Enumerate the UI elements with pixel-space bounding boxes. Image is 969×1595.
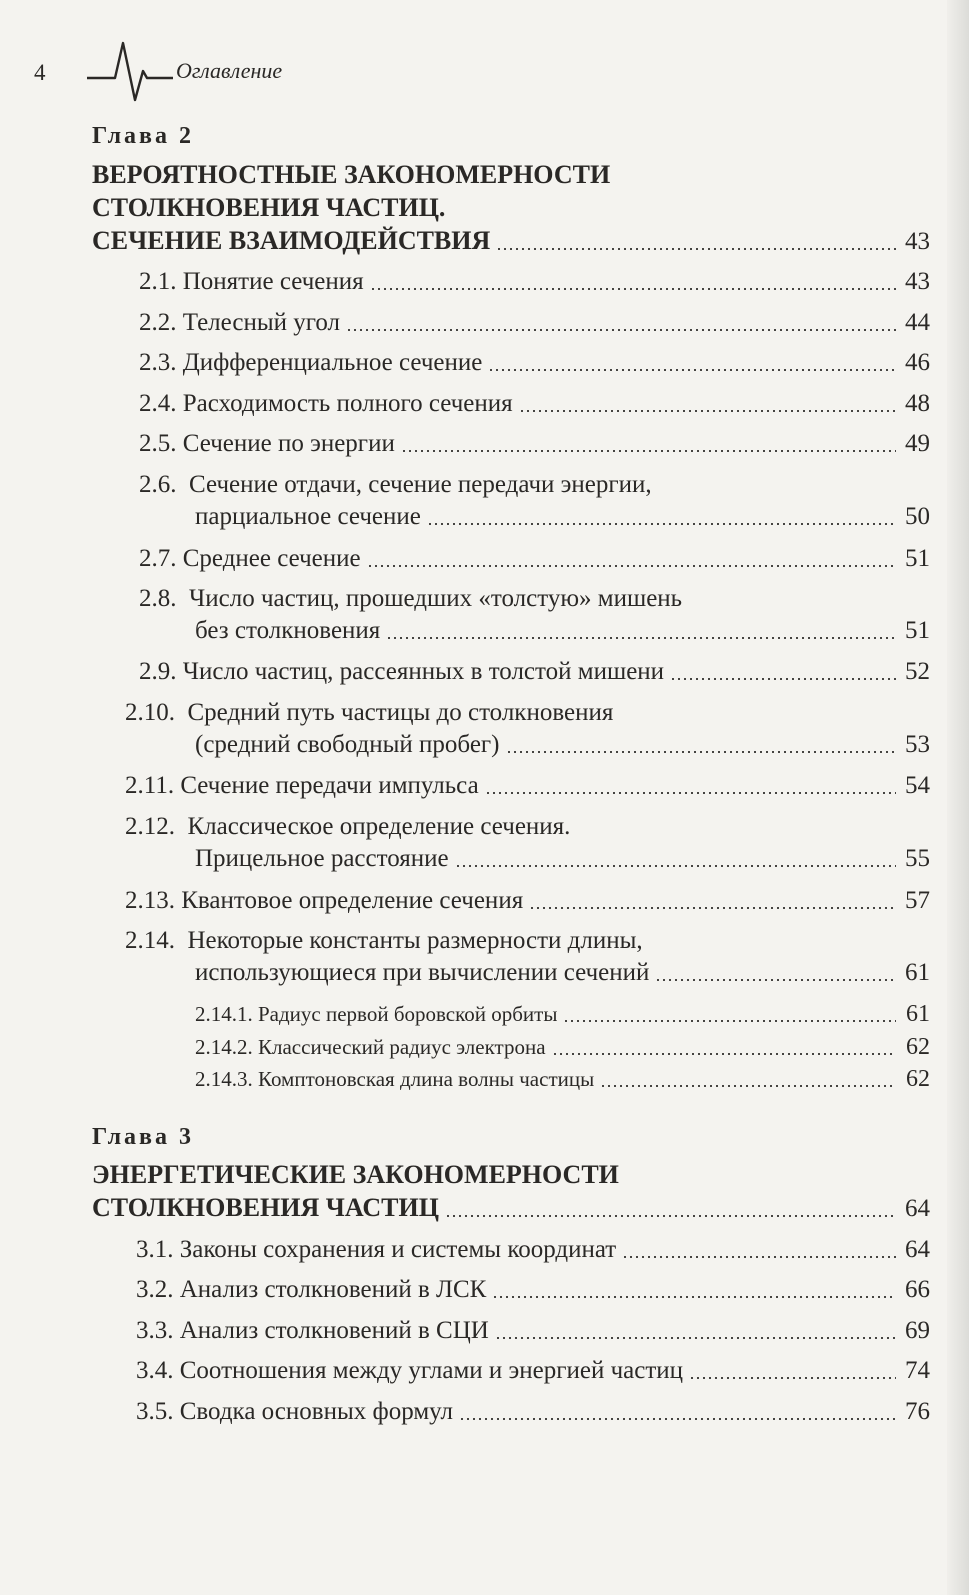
subsection-title: Радиус первой боровской орбиты <box>258 1002 558 1026</box>
page-number: 4 <box>34 60 46 85</box>
toc-entry-line2[interactable] <box>195 959 930 987</box>
page-ref: 53 <box>905 731 930 758</box>
chapter-2-title-line3: СЕЧЕНИЕ ВЗАИМОДЕЙСТВИЯ <box>92 226 491 255</box>
chapter-2-title-row[interactable] <box>92 226 930 256</box>
dot-leader <box>427 523 896 525</box>
page-ref: 64 <box>905 1195 930 1222</box>
section-number: 2.12. <box>125 813 175 840</box>
section-number: 2.1. <box>139 268 177 295</box>
section-title: Средний путь частицы до столкновения <box>187 699 614 726</box>
dot-leader <box>485 792 896 794</box>
section-title: Число частиц, прошедших «толстую» мишень <box>189 585 683 612</box>
section-title: Сечение по энергии <box>182 430 395 457</box>
toc-entry-line1[interactable] <box>125 813 570 841</box>
running-title: Оглавление <box>176 58 283 83</box>
toc-entry-line1[interactable] <box>139 585 682 613</box>
toc-entry[interactable] <box>136 1398 930 1426</box>
page-ref: 43 <box>905 268 930 295</box>
section-number: 2.7. <box>139 545 177 572</box>
toc-entry[interactable] <box>125 887 930 915</box>
toc-entry[interactable] <box>136 1276 930 1304</box>
subsection-number: 2.14.1. <box>195 1002 253 1026</box>
section-title-cont: парциальное сечение <box>195 503 421 530</box>
toc-entry-line1[interactable] <box>139 471 652 499</box>
dot-leader <box>367 565 896 567</box>
section-number: 3.2. <box>136 1276 174 1303</box>
toc-entry[interactable] <box>139 268 930 296</box>
section-title: Некоторые константы размерности длины, <box>187 927 643 954</box>
page-ref: 46 <box>905 349 930 376</box>
toc-entry-line2[interactable] <box>195 503 930 531</box>
dot-leader <box>519 410 896 412</box>
page-ref: 62 <box>906 1066 930 1092</box>
page-ref: 55 <box>905 845 930 872</box>
toc-entry-line1[interactable] <box>125 699 613 727</box>
section-title: Расходимость полного сечения <box>182 390 513 417</box>
page-ref: 64 <box>905 1236 930 1263</box>
chapter-3-title-line1: ЭНЕРГЕТИЧЕСКИЕ ЗАКОНОМЕРНОСТИ <box>92 1160 619 1189</box>
page-ref: 49 <box>905 430 930 457</box>
toc-entry[interactable] <box>139 658 930 686</box>
section-title: Сечение передачи импульса <box>180 772 479 799</box>
toc-entry-line2[interactable] <box>195 731 930 759</box>
dot-leader <box>488 369 896 371</box>
dot-leader <box>670 678 896 680</box>
section-number: 3.4. <box>136 1357 174 1384</box>
section-number: 3.1. <box>136 1236 174 1263</box>
section-number: 2.6. <box>139 471 177 498</box>
dot-leader <box>370 288 896 290</box>
dot-leader <box>495 1337 896 1339</box>
toc-entry[interactable] <box>139 309 930 337</box>
dot-leader <box>506 751 897 753</box>
section-title-cont: без столкновения <box>195 617 381 644</box>
section-number: 2.9. <box>139 658 177 685</box>
dot-leader <box>563 1020 896 1022</box>
toc-subentry[interactable] <box>195 1034 930 1061</box>
page-edge-shadow <box>947 0 969 1595</box>
toc-entry[interactable] <box>139 390 930 418</box>
section-title: Квантовое определение сечения <box>181 887 524 914</box>
page-ref: 57 <box>905 887 930 914</box>
subsection-number: 2.14.3. <box>195 1067 253 1091</box>
page-ref: 54 <box>905 772 930 799</box>
toc-entry[interactable] <box>139 545 930 573</box>
page-ref: 52 <box>905 658 930 685</box>
section-title-cont: использующиеся при вычислении сечений <box>195 959 650 986</box>
dot-leader <box>600 1085 896 1087</box>
section-number: 2.14. <box>125 927 175 954</box>
section-title: Среднее сечение <box>182 545 361 572</box>
dot-leader <box>386 637 896 639</box>
section-title: Дифференциальное сечение <box>182 349 483 376</box>
toc-entry[interactable] <box>136 1357 930 1385</box>
page-header <box>30 38 430 108</box>
page-ref: 74 <box>905 1357 930 1384</box>
toc-entry-line2[interactable] <box>195 845 930 873</box>
section-number: 2.5. <box>139 430 177 457</box>
section-number: 2.8. <box>139 585 177 612</box>
section-title: Сводка основных формул <box>179 1398 454 1425</box>
chapter-3-title-row[interactable] <box>92 1193 930 1223</box>
dot-leader <box>455 865 896 867</box>
toc-entry[interactable] <box>139 430 930 458</box>
chapter-2-label: Глава 2 <box>92 123 194 149</box>
toc-entry[interactable] <box>139 349 930 377</box>
section-number: 2.11. <box>125 772 175 799</box>
section-number: 2.3. <box>139 349 177 376</box>
page-ref: 69 <box>905 1317 930 1344</box>
page-ref: 44 <box>905 309 930 336</box>
dot-leader <box>529 907 896 909</box>
section-title: Сечение отдачи, сечение передачи энергии, <box>189 471 652 498</box>
toc-entry-line1[interactable] <box>125 927 643 955</box>
section-number: 2.2. <box>139 309 177 336</box>
chapter-3-label: Глава 3 <box>92 1124 194 1150</box>
heartbeat-pulse-icon <box>85 38 175 103</box>
toc-subentry[interactable] <box>195 1066 930 1093</box>
subsection-number: 2.14.2. <box>195 1035 253 1059</box>
toc-entry[interactable] <box>136 1317 930 1345</box>
section-title: Понятие сечения <box>182 268 364 295</box>
page-ref: 51 <box>905 545 930 572</box>
section-title-cont: Прицельное расстояние <box>195 845 449 872</box>
section-number: 2.13. <box>125 887 175 914</box>
section-number: 3.3. <box>136 1317 174 1344</box>
section-title-cont: (средний свободный пробег) <box>195 731 500 758</box>
page-ref: 48 <box>905 390 930 417</box>
dot-leader <box>689 1377 896 1379</box>
dot-leader <box>401 450 896 452</box>
chapter-3-title-line2: СТОЛКНОВЕНИЯ ЧАСТИЦ <box>92 1193 439 1222</box>
chapter-2-title-line2: СТОЛКНОВЕНИЯ ЧАСТИЦ. <box>92 193 446 222</box>
toc-entry[interactable] <box>125 772 930 800</box>
page-ref: 43 <box>905 228 930 255</box>
dot-leader <box>655 979 896 981</box>
page-ref: 66 <box>905 1276 930 1303</box>
toc-entry-line2[interactable] <box>195 617 930 645</box>
page-ref: 62 <box>906 1034 930 1060</box>
section-title: Анализ столкновений в СЦИ <box>179 1317 489 1344</box>
dot-leader <box>445 1215 896 1217</box>
dot-leader <box>492 1296 896 1298</box>
page-ref: 50 <box>905 503 930 530</box>
dot-leader <box>622 1256 896 1258</box>
section-title: Анализ столкновений в ЛСК <box>179 1276 487 1303</box>
page-ref: 76 <box>905 1398 930 1425</box>
section-number: 2.10. <box>125 699 175 726</box>
subsection-title: Классический радиус электрона <box>258 1035 546 1059</box>
dot-leader <box>459 1418 896 1420</box>
section-title: Телесный угол <box>182 309 341 336</box>
dot-leader <box>496 248 896 250</box>
section-title: Классическое определение сечения. <box>187 813 571 840</box>
page-ref: 61 <box>905 959 930 986</box>
page-ref: 51 <box>905 617 930 644</box>
subsection-title: Комптоновская длина волны частицы <box>258 1067 595 1091</box>
section-title: Число частиц, рассеянных в толстой мишени <box>182 658 665 685</box>
dot-leader <box>346 329 896 331</box>
section-number: 2.4. <box>139 390 177 417</box>
toc-subentry[interactable] <box>195 1001 930 1028</box>
section-number: 3.5. <box>136 1398 174 1425</box>
page-ref: 61 <box>906 1001 930 1027</box>
section-title: Соотношения между углами и энергией частиц <box>179 1357 684 1384</box>
dot-leader <box>552 1053 896 1055</box>
toc-entry[interactable] <box>136 1236 930 1264</box>
chapter-2-title-line1: ВЕРОЯТНОСТНЫЕ ЗАКОНОМЕРНОСТИ <box>92 160 611 189</box>
section-title: Законы сохранения и системы координат <box>179 1236 617 1263</box>
